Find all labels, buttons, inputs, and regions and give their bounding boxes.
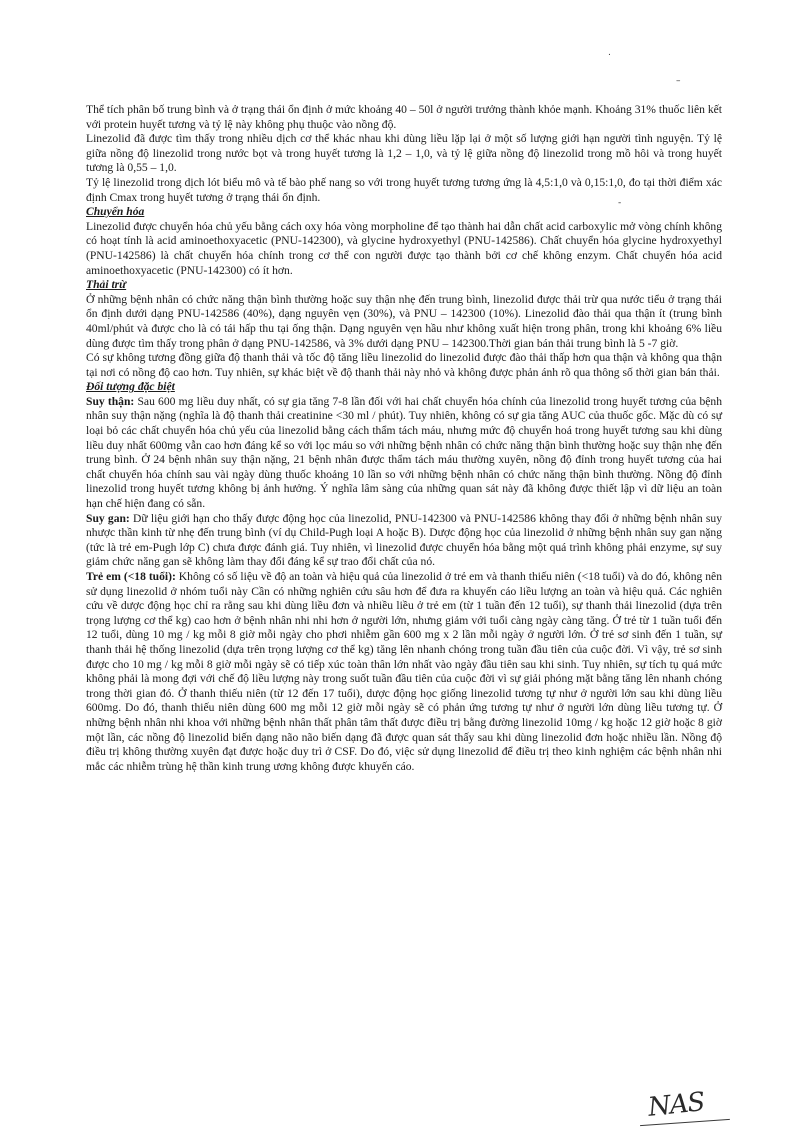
hepatic-impairment-paragraph: [86, 512, 722, 570]
scan-mark: –: [676, 76, 681, 86]
paragraph-lead: Suy thận:: [86, 394, 135, 408]
pediatric-paragraph: [86, 570, 722, 774]
section-heading: Đối tượng đặc biệt: [86, 380, 175, 394]
section-heading: Chuyển hóa: [86, 205, 145, 219]
handwritten-signature: NAS: [646, 1087, 706, 1123]
paragraph: Linezolid được chuyển hóa chủ yếu bằng cách oxy hóa vòng morpholine để tạo thành hai dẫn chất acid carboxylic mở vòng chính không có hoạt tính là acid aminoethoxyacetic (PNU-142300), và glycine hydroxyethyl (PNU-142586). Chất chuyển hóa glycine hydroxyethyl (PNU-142586) là chất chuyển hóa chính trong cơ thể con người được tạo thành bởi cơ chế không enzym. Chất chuyển hóa acid aminoethoxyacetic (PNU-142300) có ít hơn.: [86, 219, 722, 277]
paragraph-body: Không có số liệu về độ an toàn và hiệu quả của linezolid ở trẻ em và thanh thiếu niên (<18 tuổi) và do đó, không nên sử dụng linezolid ở nhóm tuổi này Cần có những nghiên cứu sâu hơn để đưa ra khuyến cáo liều lượng an toàn và hiệu quả. Các nghiên cứu về dược động học chỉ ra rằng sau khi dùng liều đơn và nhiều liều ở trẻ em (từ 1 tuần đến 12 tuổi), sự thanh thải linezolid (dựa trên trọng lượng cơ thể kg) cao hơn ở bệnh nhân nhi nhi hơn ở người lớn, nhưng giảm với tuổi càng ngày càng tăng. Ở trẻ từ 1 tuần tuổi đến 12 tuổi, dùng 10 mg / kg mỗi 8 giờ mỗi ngày cho phơi nhiễm gần 600 mg x 2 lần mỗi ngày ở người lớn. Ở trẻ sơ sinh đến 1 tuần, sự thanh thải hệ thống linezolid (dựa trên trọng lượng cơ thể kg) tăng lên nhanh chóng trong tuần đầu tiên của cuộc đời. Vì vậy, trẻ sơ sinh được cho 10 mg / kg mỗi 8 giờ mỗi ngày sẽ có tiếp xúc toàn thân lớn nhất vào ngày đầu tiên sau khi sinh. Tuy nhiên, sự tích tụ quá mức không phải là mong đợi với chế độ liều lượng này trong suốt tuần đầu tiên của cuộc đời vì sự giải phóng mặt bằng tăng lên nhanh chóng trong thời gian đó. Ở thanh thiếu niên (từ 12 đến 17 tuổi), dược động học giống linezolid tương tự như ở người lớn sau khi dùng liều 600mg. Do đó, thanh thiếu niên dùng 600 mg mỗi 12 giờ mỗi ngày sẽ có phản ứng tương tự như ở người lớn dùng liều tương tự. Ở những bệnh nhân nhi khoa với những bệnh nhân thất phân tâm thất được điều trị bằng đường linezolid 10mg / kg hoặc 12 giờ hoặc 8 giờ một lần, các nồng độ linezolid biến dạng não não biến dạng đã được quan sát thấy sau khi dùng linezolid đơn hoặc nhiều lần. Nồng độ điều trị không thường xuyên đạt được hoặc duy trì ở CSF. Do đó, việc sử dụng linezolid để điều trị theo kinh nghiệm các bệnh nhân nhi mắc các nhiễm trùng hệ thần kinh trung ương không được khuyến cáo.: [86, 570, 722, 773]
document-page: [86, 103, 722, 774]
scan-mark: -: [618, 198, 622, 208]
scan-mark: .: [608, 48, 611, 58]
paragraph: Linezolid đã được tìm thấy trong nhiều dịch cơ thể khác nhau khi dùng liều lặp lại ở một số lượng giới hạn người tình nguyện. Tỷ lệ giữa nồng độ linezolid trong nước bọt và trong huyết tương là 1,2 – 1,0, và tỷ lệ giữa nồng độ linezolid trong mồ hôi và trong huyết tương là 0,55 – 1,0.: [86, 132, 722, 175]
section-heading: Thải trừ: [86, 278, 127, 292]
paragraph: Thể tích phân bố trung bình và ở trạng thái ổn định ở mức khoảng 40 – 50l ở người trưởng thành khỏe mạnh. Khoảng 31% thuốc liên kết với protein huyết tương và tỷ lệ này không phụ thuộc vào nồng độ.: [86, 103, 722, 131]
renal-impairment-paragraph: [86, 395, 722, 512]
distribution-section: [86, 103, 722, 205]
metabolism-section: [86, 205, 722, 278]
paragraph-lead: Suy gan:: [86, 511, 130, 525]
paragraph: Ở những bệnh nhân có chức năng thận bình thường hoặc suy thận nhẹ đến trung bình, linezolid được thải trừ qua nước tiểu ở trạng thái ổn định dưới dạng PNU-142586 (40%), dạng nguyên vẹn (30%), và PNU – 142300 (10%). Linezolid đào thải qua thận ít (trung bình 40ml/phút và được cho là có tái hấp thu tại ống thận. Dạng nguyên vẹn hầu như không xuất hiện trong phân, trong khi khoảng 6% liều dùng được tìm thấy trong phân ở dạng PNU-142586, và 3% dưới dạng PNU – 142300.Thời gian bán thải trung bình là 5 -7 giờ.: [86, 292, 722, 350]
paragraph-body: Sau 600 mg liều duy nhất, có sự gia tăng 7-8 lần đối với hai chất chuyển hóa chính của linezolid trong huyết tương của bệnh nhân suy thận nặng (nghĩa là độ thanh thải creatinine <30 ml / phút). Tuy nhiên, không có sự gia tăng AUC của thuốc gốc. Mặc dù có sự loại bỏ các chất chuyển hóa chủ yếu của linezolid bằng cách thẩm tách máu, nhưng mức độ chuyển hoá trong huyết tương sau khi dùng liều duy nhất 600mg vẫn cao hơn đáng kể so với lọc máu so với những bệnh nhân có chức năng thận bình thường hoặc suy thận nhẹ đến trung bình. Ở 24 bệnh nhân suy thận nặng, 21 bệnh nhân được thẩm tách máu thường xuyên, nồng độ đỉnh trong huyết tương của hai chất chuyển hóa chính sau vài ngày dùng thuốc khoảng 10 lần so với những bệnh nhân có chức năng thận bình thường. Nồng độ đỉnh linezolid trong huyết tương không bị ảnh hưởng. Ý nghĩa lâm sàng của những quan sát này đã không được thiết lập vì dữ liệu an toàn hạn chế hiện đang có sẵn.: [86, 394, 722, 511]
paragraph: Có sự không tương đồng giữa độ thanh thải và tốc độ tăng liều linezolid do linezolid được đào thải thấp hơn qua thận và không qua thận tại nơi có nồng độ cao hơn. Tuy nhiên, sự khác biệt về độ thanh thải này nhỏ và không được phản ánh rõ qua thông số thời gian bán thải.: [86, 351, 722, 379]
excretion-section: [86, 278, 722, 380]
paragraph: Tỷ lệ linezolid trong dịch lót biểu mô và tế bào phế nang so với trong huyết tương tương ứng là 4,5:1,0 và 0,15:1,0, đo tại thời điểm xác định Cmax trong huyết tương ở trạng thái ổn định.: [86, 175, 722, 204]
special-populations-section: [86, 380, 722, 774]
paragraph-lead: Trẻ em (<18 tuổi):: [86, 570, 176, 583]
paragraph-body: Dữ liệu giới hạn cho thấy được động học của linezolid, PNU-142300 và PNU-142586 không thay đổi ở những bệnh nhân suy nhược thần kinh từ nhẹ đến trung bình (ví dụ Child-Pugh loại A hoặc B). Dược động học của linezolid ở những bệnh nhân suy gan nặng (tức là trẻ em-Pugh lớp C) chưa được đánh giá. Tuy nhiên, vì linezolid được chuyển hóa bằng một quá trình không phải enzyme, sự suy giảm chức năng gan sẽ không làm thay đổi đáng kể sự trao đổi chất của nó.: [86, 511, 722, 569]
